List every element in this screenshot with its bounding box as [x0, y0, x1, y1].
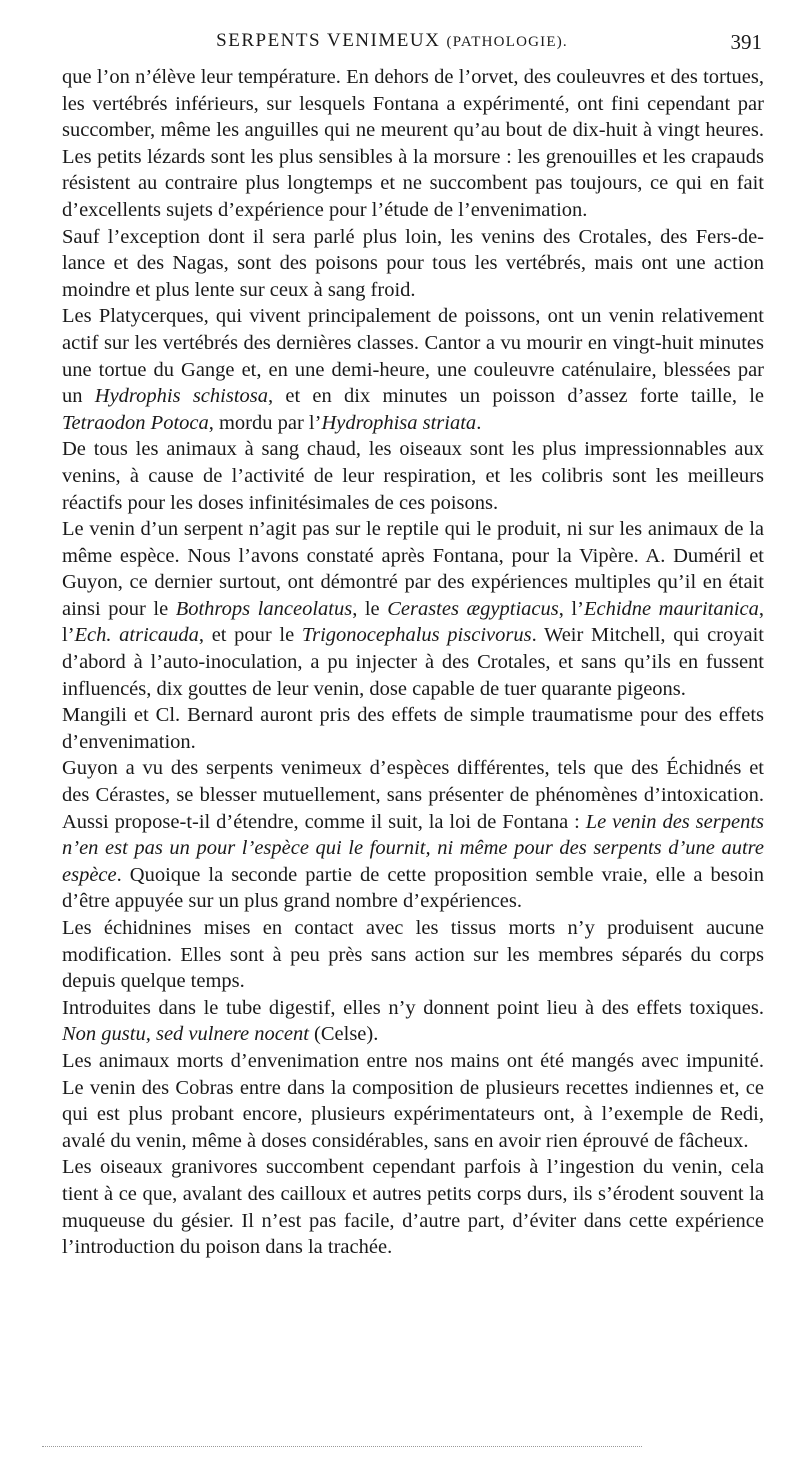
paragraph [62, 436, 764, 516]
text-run: , mordu par l’ [208, 411, 322, 434]
text-run: que l’on n’élève leur température. En dehors de l’orvet, des couleuvres et des tortues, les vertébrés inférieurs, sur lesquels Fontana a expérimenté, ont fini cependant par succomber, même les anguilles qui ne meurent qu’au bout de dix-huit à vingt heures. Les petits lézards sont les plus sensibles à la morsure : les grenouilles et les crapauds résistent au contraire plus longtemps et ne succombent pas toujours, ce qui en fait d’excellents sujets d’expérience pour l’étude de l’envenimation. [62, 66, 764, 221]
chapter-title: SERPENTS VENIMEUX [216, 30, 441, 51]
text-run: Mangili et Cl. Bernard auront pris des effets de simple traumatisme pour des effets d’envenimation. [62, 704, 764, 753]
paragraph [62, 64, 764, 224]
italic-text-run: Cerastes ægyptiacus [387, 597, 559, 620]
body-text [62, 64, 764, 1261]
paragraph [62, 516, 764, 702]
text-run: Introduites dans le tube digestif, elles n’y donnent point lieu à des effets toxiques. [62, 996, 764, 1019]
text-run: , le [352, 597, 388, 620]
paragraph [62, 915, 764, 995]
text-run: Guyon a vu des serpents venimeux d’espèces différentes, tels que des Échidnés et des Cérastes, se blesser mutuellement, sans présenter de phénomènes d’intoxication. Aussi propose-t-il d’étendre, comme il suit, la loi de Fontana : [62, 757, 764, 833]
italic-text-run: Hydrophisa striata [321, 411, 477, 434]
paragraph [62, 995, 764, 1048]
italic-text-run: Le venin des serpents n’en est pas un pour l’espèce qui le fournit, ni même pour des serpents d’une autre espèce [62, 810, 765, 886]
text-run: Les animaux morts d’envenimation entre nos mains ont été mangés avec impunité. Le venin des Cobras entre dans la composition de plusieurs recettes indiennes et, ce qui est plus probant encore, plusieurs expérimentateurs ont, à l’exemple de Redi, avalé du venin, même à doses considérables, sans en avoir rien éprouvé de fâcheux. [62, 1049, 764, 1152]
text-run: , l’ [558, 597, 584, 620]
italic-text-run: Bothrops lanceolatus [175, 597, 353, 620]
italic-text-run: Trigonocephalus piscivorus [301, 624, 532, 647]
italic-text-run: Echidne mauritanica [583, 597, 759, 620]
text-run: Les oiseaux granivores succombent cependant parfois à l’ingestion du venin, cela tient à ce que, avalant des cailloux et autres petits corps durs, ils s’érodent souvent la muqueuse du gésier. Il n’est pas facile, d’autre part, d’éviter dans cette expérience l’introduction du poison dans la trachée. [62, 1156, 764, 1259]
text-run: (Celse). [308, 1023, 379, 1046]
italic-text-run: Non gustu, sed vulnere nocent [62, 1023, 309, 1046]
paragraph [62, 1154, 764, 1260]
text-run: Sauf l’exception dont il sera parlé plus loin, les venins des Crotales, des Fers-de-lance et des Nagas, sont des poisons pour tous les vertébrés, mais ont une action moindre et plus lente sur ceux à sang froid. [62, 225, 764, 301]
paragraph [62, 702, 764, 755]
footer-dotted-rule [42, 1446, 642, 1447]
text-run: Les échidnines mises en contact avec les tissus morts n’y produisent aucune modification. Elles sont à peu près sans action sur les membres séparés du corps depuis quelque temps. [62, 917, 764, 993]
paragraph [62, 755, 764, 915]
text-run: , l’ [62, 597, 765, 647]
paragraph [62, 224, 764, 304]
text-run: . Weir Mitchell, qui croyait d’abord à l’auto-inoculation, a pu injecter à des Crotales, et sans qu’ils en fussent influencés, dix gouttes de leur venin, dose capable de tuer quarante pigeons. [62, 624, 764, 700]
text-run: , et en dix minutes un poisson d’assez forte taille, le [268, 385, 765, 408]
text-run: De tous les animaux à sang chaud, les oiseaux sont les plus impressionnables aux venins, à cause de l’activité de leur respiration, et les colibris sont les meilleurs réactifs pour les doses infinitésimales de ces poisons. [62, 438, 764, 514]
text-run: . [476, 411, 482, 434]
running-head [62, 30, 762, 64]
italic-text-run: Ech. atricauda [74, 624, 199, 647]
text-run: Les Platycerques, qui vivent principalement de poissons, ont un venin relativement actif sur les vertébrés des dernières classes. Cantor a vu mourir en vingt-huit minutes une tortue du Gange et, en une demi-heure, une couleuvre caténulaire, blessées par un [62, 305, 764, 408]
text-run: , et pour le [198, 624, 302, 647]
text-run: Le venin d’un serpent n’agit pas sur le reptile qui le produit, ni sur les animaux de la même espèce. Nous l’avons constaté après Fontana, pour la Vipère. A. Duméril et Guyon, ce dernier surtout, ont démontré par des expériences multiples qu’il en était ainsi pour le [62, 518, 764, 620]
section-label: (PATHOLOGIE). [446, 34, 568, 50]
paragraph [62, 303, 764, 436]
running-head-title [216, 30, 608, 52]
text-run: . Quoique la seconde partie de cette proposition semble vraie, elle a besoin d’être appuyée sur un plus grand nombre d’expériences. [62, 863, 764, 913]
italic-text-run: Hydrophis schistosa [94, 385, 268, 408]
paragraph [62, 1048, 764, 1154]
page-number: 391 [730, 30, 762, 54]
italic-text-run: Tetraodon Potoca [62, 411, 209, 434]
